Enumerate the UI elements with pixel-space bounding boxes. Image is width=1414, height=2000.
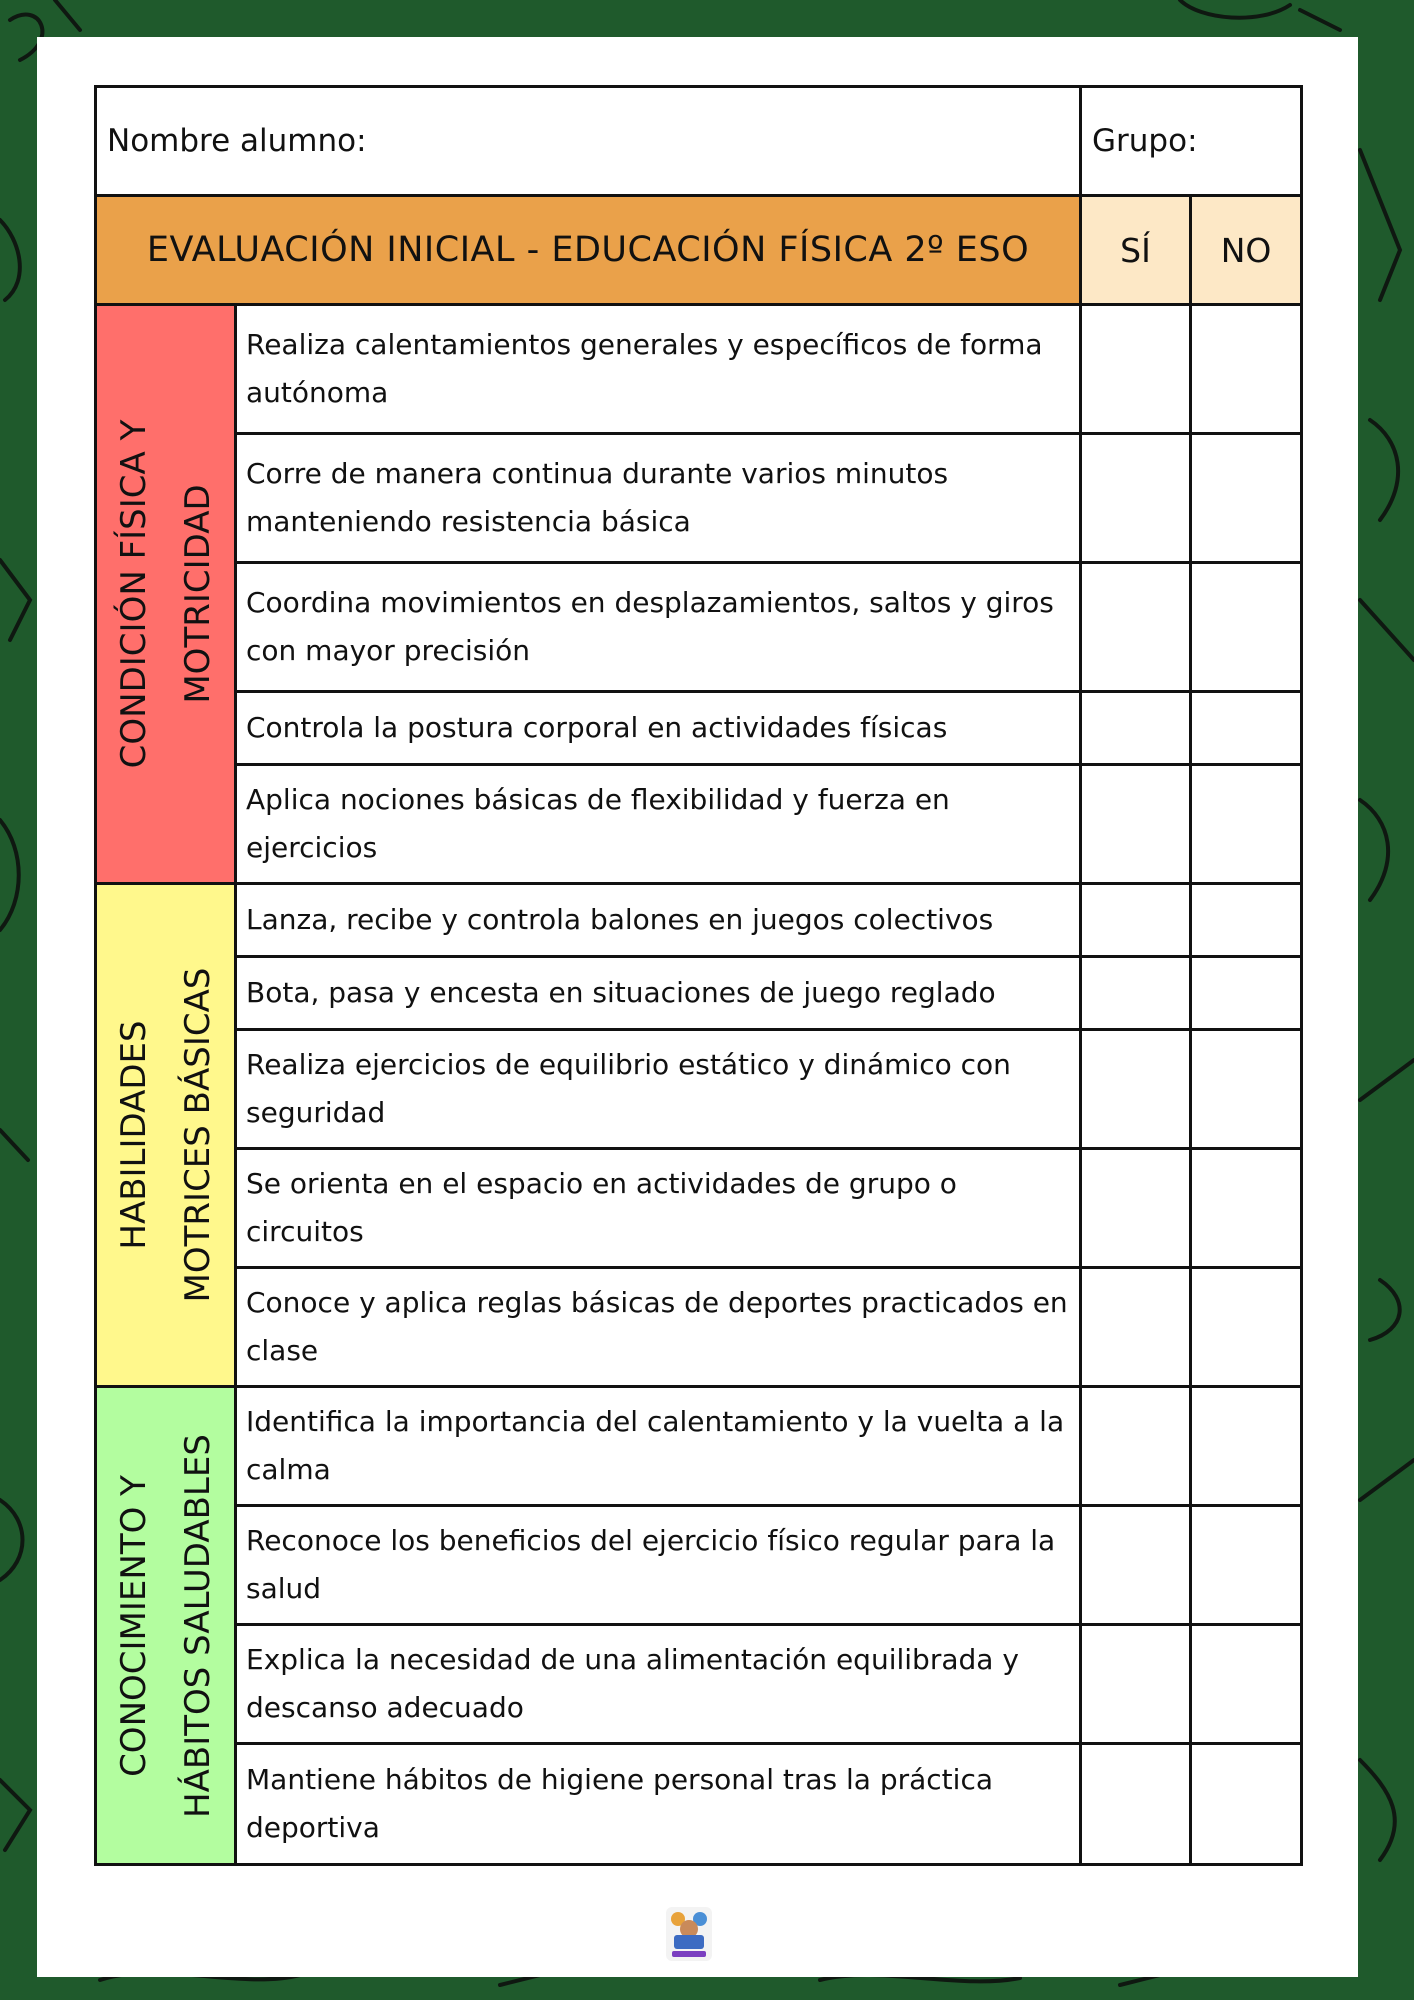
criterion-text: Aplica nociones básicas de flexibilidad y fuerza en ejercicios [236,765,1081,884]
criterion-text: Reconoce los beneficios del ejercicio físico regular para la salud [236,1506,1081,1625]
no-checkbox-cell[interactable] [1191,563,1302,692]
no-column-header: NO [1191,196,1302,305]
evaluation-sheet [37,37,1358,1977]
criterion-text: Realiza calentamientos generales y específicos de forma autónoma [236,305,1081,434]
criterion-text: Lanza, recibe y controla balones en juegos colectivos [236,884,1081,957]
yes-checkbox-cell[interactable] [1081,1625,1191,1744]
yes-checkbox-cell[interactable] [1081,1149,1191,1268]
yes-column-header: SÍ [1081,196,1191,305]
criterion-text: Coordina movimientos en desplazamientos, saltos y giros con mayor precisión [236,563,1081,692]
table-row [96,884,1302,957]
yes-checkbox-cell[interactable] [1081,957,1191,1030]
yes-checkbox-cell[interactable] [1081,692,1191,765]
yes-checkbox-cell[interactable] [1081,1387,1191,1506]
group-label: Grupo: [1092,123,1198,159]
yes-checkbox-cell[interactable] [1081,884,1191,957]
yes-checkbox-cell[interactable] [1081,1744,1191,1865]
table-row [96,1625,1302,1744]
header-row [96,87,1302,196]
table-row [96,1506,1302,1625]
no-checkbox-cell[interactable] [1191,1149,1302,1268]
group-field[interactable] [1081,87,1302,196]
table-row [96,305,1302,434]
table-row [96,957,1302,1030]
table-row [96,1744,1302,1865]
yes-checkbox-cell[interactable] [1081,563,1191,692]
criterion-text: Controla la postura corporal en actividades físicas [236,692,1081,765]
criterion-text: Se orienta en el espacio en actividades de grupo o circuitos [236,1149,1081,1268]
no-checkbox-cell[interactable] [1191,957,1302,1030]
no-checkbox-cell[interactable] [1191,1030,1302,1149]
criterion-text: Conoce y aplica reglas básicas de deportes practicados en clase [236,1268,1081,1387]
yes-checkbox-cell[interactable] [1081,765,1191,884]
no-checkbox-cell[interactable] [1191,1387,1302,1506]
criterion-text: Corre de manera continua durante varios minutos manteniendo resistencia básica [236,434,1081,563]
yes-checkbox-cell[interactable] [1081,1506,1191,1625]
recursos-eso-logo-icon [664,1905,714,1963]
no-checkbox-cell[interactable] [1191,434,1302,563]
yes-checkbox-cell[interactable] [1081,305,1191,434]
no-checkbox-cell[interactable] [1191,765,1302,884]
no-checkbox-cell[interactable] [1191,884,1302,957]
criterion-text: Bota, pasa y encesta en situaciones de juego reglado [236,957,1081,1030]
yes-checkbox-cell[interactable] [1081,434,1191,563]
no-checkbox-cell[interactable] [1191,692,1302,765]
yes-checkbox-cell[interactable] [1081,1268,1191,1387]
no-checkbox-cell[interactable] [1191,1506,1302,1625]
section-label: CONOCIMIENTO Y HÁBITOS SALUDABLES [113,1433,218,1818]
criterion-text: Mantiene hábitos de higiene personal tras la práctica deportiva [236,1744,1081,1865]
section-label: CONDICIÓN FÍSICA Y MOTRICIDAD [113,419,218,769]
yes-checkbox-cell[interactable] [1081,1030,1191,1149]
table-row [96,765,1302,884]
table-row [96,1030,1302,1149]
criterion-text: Realiza ejercicios de equilibrio estático y dinámico con seguridad [236,1030,1081,1149]
no-checkbox-cell[interactable] [1191,1744,1302,1865]
evaluation-table [94,85,1303,1866]
table-row [96,563,1302,692]
section-habitos-saludables [96,1387,236,1865]
table-row [96,692,1302,765]
section-condicion-fisica [96,305,236,884]
table-row [96,434,1302,563]
student-name-label: Nombre alumno: [107,123,367,159]
criterion-text: Identifica la importancia del calentamiento y la vuelta a la calma [236,1387,1081,1506]
table-row [96,1387,1302,1506]
no-checkbox-cell[interactable] [1191,1268,1302,1387]
evaluation-title: EVALUACIÓN INICIAL - EDUCACIÓN FÍSICA 2º ESO [96,196,1081,305]
table-row [96,1268,1302,1387]
no-checkbox-cell[interactable] [1191,305,1302,434]
no-checkbox-cell[interactable] [1191,1625,1302,1744]
criterion-text: Explica la necesidad de una alimentación equilibrada y descanso adecuado [236,1625,1081,1744]
title-row [96,196,1302,305]
table-row [96,1149,1302,1268]
student-name-field[interactable] [96,87,1081,196]
section-label: HABILIDADES MOTRICES BÁSICAS [113,967,218,1303]
section-habilidades-motrices [96,884,236,1387]
